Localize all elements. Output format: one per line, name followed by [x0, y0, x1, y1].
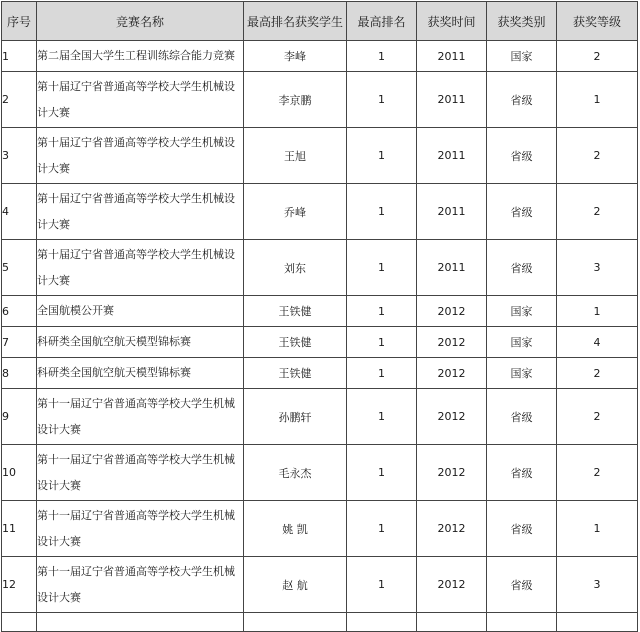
student-name: 王铁健: [244, 358, 347, 389]
table-row: [2, 327, 638, 358]
award-category: 省级: [487, 184, 557, 240]
award-category: 国家: [487, 41, 557, 72]
rank-value: 1: [347, 501, 417, 557]
student-name: 王旭: [244, 128, 347, 184]
rank-value: 1: [347, 389, 417, 445]
award-year: 2012: [417, 445, 487, 501]
competition-name: 全国航模公开赛: [37, 296, 244, 327]
award-year: 2011: [417, 41, 487, 72]
award-category: 国家: [487, 327, 557, 358]
header-index: 序号: [2, 2, 37, 41]
student-name: 姚 凯: [244, 501, 347, 557]
award-year: 2012: [417, 501, 487, 557]
row-index: 5: [2, 240, 37, 296]
award-level: 2: [557, 445, 638, 501]
row-index: 11: [2, 501, 37, 557]
rank-value: 1: [347, 327, 417, 358]
award-level: 1: [557, 501, 638, 557]
header-top-student: 最高排名获奖学生: [244, 2, 347, 41]
rank-value: 1: [347, 41, 417, 72]
competition-name: 第十一届辽宁省普通高等学校大学生机械设计大赛: [37, 501, 244, 557]
header-competition-name: 竞赛名称: [37, 2, 244, 41]
student-name: 乔峰: [244, 184, 347, 240]
award-level: 2: [557, 128, 638, 184]
student-name: 刘东: [244, 240, 347, 296]
row-index: 12: [2, 557, 37, 613]
award-category: 省级: [487, 389, 557, 445]
table-row: [2, 128, 638, 184]
rank-value: 1: [347, 184, 417, 240]
empty-cell: [244, 613, 347, 632]
header-top-rank: 最高排名: [347, 2, 417, 41]
rank-value: 1: [347, 445, 417, 501]
row-index: 2: [2, 72, 37, 128]
competition-name: 第二届全国大学生工程训练综合能力竞赛: [37, 41, 244, 72]
header-award-year: 获奖时间: [417, 2, 487, 41]
row-index: 8: [2, 358, 37, 389]
award-category: 省级: [487, 557, 557, 613]
award-level: 4: [557, 327, 638, 358]
empty-cell: [37, 613, 244, 632]
award-year: 2011: [417, 128, 487, 184]
student-name: 孙鹏轩: [244, 389, 347, 445]
student-name: 李京鹏: [244, 72, 347, 128]
award-category: 省级: [487, 128, 557, 184]
award-year: 2011: [417, 184, 487, 240]
table-row: [2, 184, 638, 240]
award-year: 2011: [417, 72, 487, 128]
row-index: 4: [2, 184, 37, 240]
award-category: 国家: [487, 358, 557, 389]
empty-cell: [487, 613, 557, 632]
table-row: [2, 358, 638, 389]
student-name: 赵 航: [244, 557, 347, 613]
student-name: 王铁健: [244, 327, 347, 358]
competition-name: 科研类全国航空航天模型锦标赛: [37, 327, 244, 358]
competition-name: 科研类全国航空航天模型锦标赛: [37, 358, 244, 389]
empty-cell: [417, 613, 487, 632]
rank-value: 1: [347, 128, 417, 184]
award-level: 2: [557, 41, 638, 72]
row-index: 6: [2, 296, 37, 327]
row-index: 7: [2, 327, 37, 358]
competition-name: 第十一届辽宁省普通高等学校大学生机械设计大赛: [37, 557, 244, 613]
header-award-category: 获奖类别: [487, 2, 557, 41]
table-row: [2, 240, 638, 296]
award-level: 2: [557, 184, 638, 240]
rank-value: 1: [347, 72, 417, 128]
award-category: 省级: [487, 445, 557, 501]
competition-name: 第十届辽宁省普通高等学校大学生机械设计大赛: [37, 184, 244, 240]
award-level: 1: [557, 72, 638, 128]
competition-name: 第十届辽宁省普通高等学校大学生机械设计大赛: [37, 240, 244, 296]
award-year: 2011: [417, 240, 487, 296]
row-index: 3: [2, 128, 37, 184]
competition-name: 第十届辽宁省普通高等学校大学生机械设计大赛: [37, 128, 244, 184]
table-row: [2, 72, 638, 128]
rank-value: 1: [347, 296, 417, 327]
table-row: [2, 389, 638, 445]
award-level: 2: [557, 358, 638, 389]
award-year: 2012: [417, 327, 487, 358]
award-year: 2012: [417, 389, 487, 445]
rank-value: 1: [347, 240, 417, 296]
table-row-partial: [2, 613, 638, 632]
award-level: 3: [557, 557, 638, 613]
award-category: 省级: [487, 240, 557, 296]
table-row: [2, 501, 638, 557]
header-award-level: 获奖等级: [557, 2, 638, 41]
table-row: [2, 445, 638, 501]
table-row: [2, 557, 638, 613]
award-level: 3: [557, 240, 638, 296]
award-category: 省级: [487, 72, 557, 128]
competition-name: 第十一届辽宁省普通高等学校大学生机械设计大赛: [37, 389, 244, 445]
competition-name: 第十一届辽宁省普通高等学校大学生机械设计大赛: [37, 445, 244, 501]
student-name: 李峰: [244, 41, 347, 72]
row-index: 10: [2, 445, 37, 501]
award-year: 2012: [417, 296, 487, 327]
award-level: 2: [557, 389, 638, 445]
empty-cell: [347, 613, 417, 632]
empty-cell: [557, 613, 638, 632]
rank-value: 1: [347, 557, 417, 613]
rank-value: 1: [347, 358, 417, 389]
award-year: 2012: [417, 358, 487, 389]
header-row: [2, 2, 638, 41]
student-name: 王铁健: [244, 296, 347, 327]
student-name: 毛永杰: [244, 445, 347, 501]
row-index: 9: [2, 389, 37, 445]
awards-table: [1, 1, 638, 632]
award-level: 1: [557, 296, 638, 327]
empty-cell: [2, 613, 37, 632]
table-row: [2, 296, 638, 327]
award-year: 2012: [417, 557, 487, 613]
competition-name: 第十届辽宁省普通高等学校大学生机械设计大赛: [37, 72, 244, 128]
table-row: [2, 41, 638, 72]
award-category: 国家: [487, 296, 557, 327]
award-category: 省级: [487, 501, 557, 557]
row-index: 1: [2, 41, 37, 72]
